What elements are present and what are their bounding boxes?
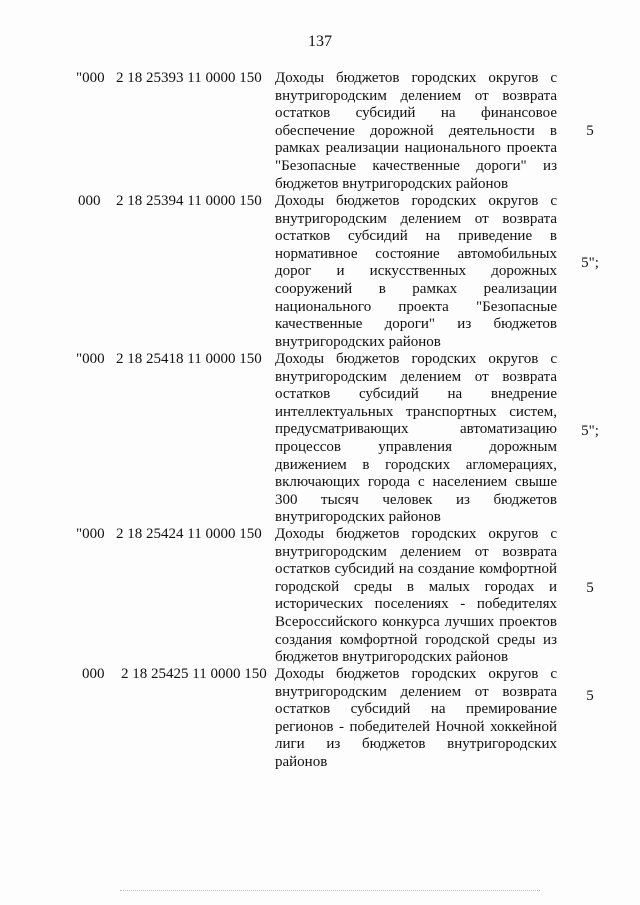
value-cell: 5";: [581, 423, 599, 439]
description-cell: Доходы бюджетов городских округов с внутригородским делением от возврата остатков субсидий на премирование регионов - победителей Ночной хоккейной лиги из бюджетов внутригородских районов: [275, 666, 557, 770]
page-number: 137: [308, 33, 332, 50]
admin-code-cell: "000: [76, 70, 105, 86]
description-cell: Доходы бюджетов городских округов с внутригородским делением от возврата остатков субсидий на финансовое обеспечение дорожной деятельности в рамках реализации национального проекта "Безопасные качественные дороги" из бюджетов внутригородских районов: [275, 70, 557, 192]
value-cell: 5";: [581, 255, 599, 271]
description-cell: Доходы бюджетов городских округов с внутригородским делением от возврата остатков субсидий на внедрение интеллектуальных транспортных систем, предусматривающих автоматизацию процессов управления дорожным движением в городских агломерациях, включающих города с населением свыше 300 тысяч человек из бюджетов внутригородских районов: [275, 351, 557, 526]
admin-code-cell: "000: [76, 351, 105, 367]
budget-code-cell: 2 18 25424 11 0000 150: [116, 526, 262, 542]
admin-code-cell: "000: [76, 526, 105, 542]
budget-code-cell: 2 18 25418 11 0000 150: [116, 351, 262, 367]
table-row: [0, 351, 640, 526]
budget-code-table: [0, 70, 640, 770]
value-cell: 5: [586, 123, 594, 139]
value-cell: 5: [586, 580, 594, 596]
value-cell: 5: [586, 688, 594, 704]
budget-code-cell: 2 18 25394 11 0000 150: [116, 193, 262, 209]
table-row: [0, 526, 640, 666]
admin-code-cell: 000: [78, 193, 101, 209]
description-cell: Доходы бюджетов городских округов с внутригородским делением от возврата остатков субсидий на создание комфортной городской среды в малых городах и исторических поселениях - победителях Всероссийского конкурса лучших проектов создания комфортной городской среды из бюджетов внутригородских районов: [275, 526, 557, 666]
table-row: [0, 193, 640, 351]
budget-code-cell: 2 18 25425 11 0000 150: [121, 666, 267, 682]
description-cell: Доходы бюджетов городских округов с внутригородским делением от возврата остатков субсидий на приведение в нормативное состояние автомобильных дорог и искусственных дорожных сооружений в рамках реализации национального проекта "Безопасные качественные дороги" из бюджетов внутригородских районов: [275, 193, 557, 350]
table-row: [0, 70, 640, 193]
scan-edge-line: [120, 890, 540, 892]
budget-code-cell: 2 18 25393 11 0000 150: [116, 70, 262, 86]
admin-code-cell: 000: [82, 666, 105, 682]
table-row: [0, 666, 640, 770]
